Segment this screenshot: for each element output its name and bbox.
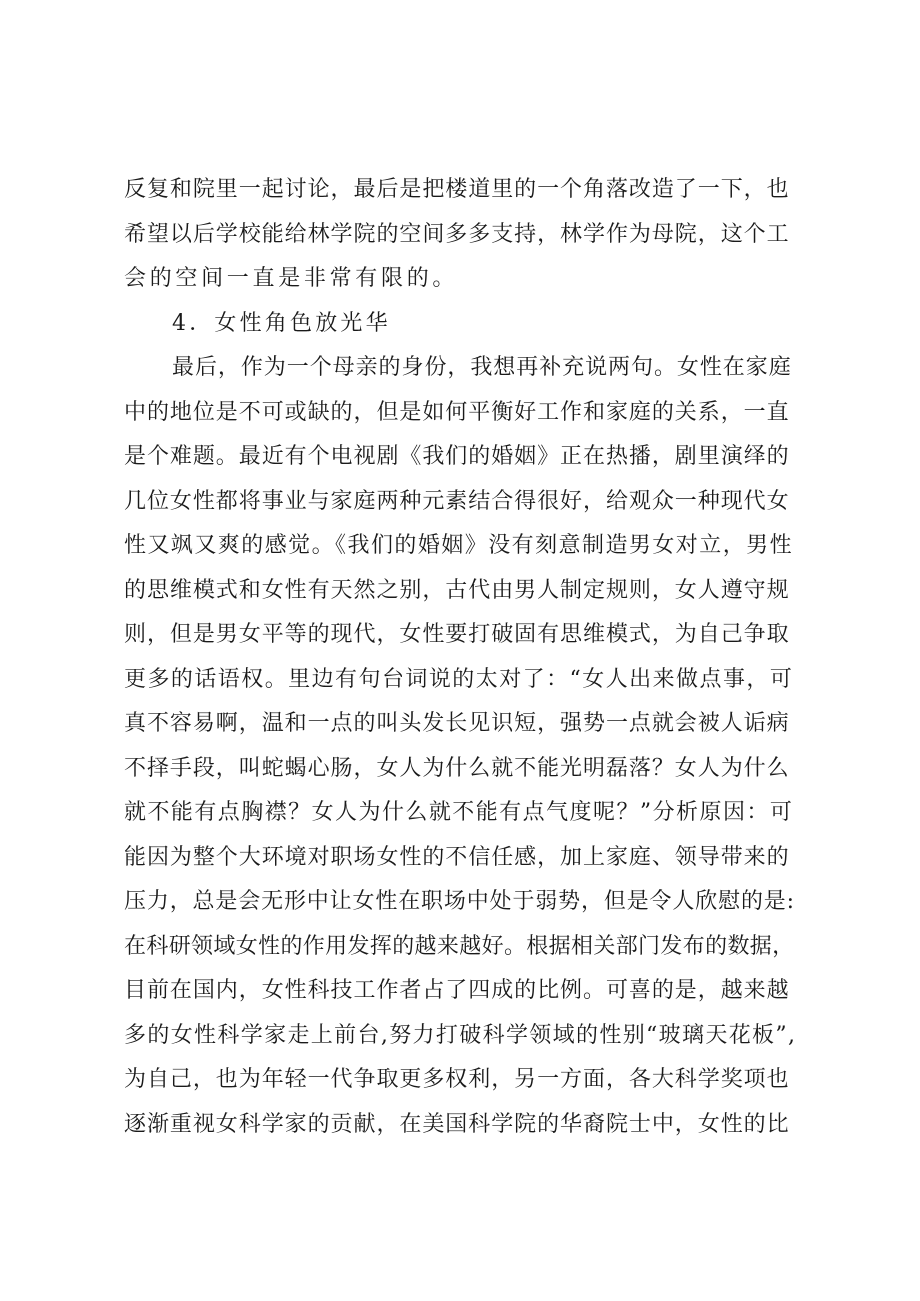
text-line: 是个难题。最近有个电视剧《我们的婚姻》正在热播，剧里演绎的 (124, 444, 790, 469)
text-line: 几位女性都将事业与家庭两种元素结合得很好，给观众一种现代女 (124, 488, 790, 514)
text-line: 真不容易啊，温和一点的叫头发长见识短，强势一点就会被人诟病 (124, 711, 790, 736)
text-line: 多的女性科学家走上前台,努力打破科学领域的性别“玻璃天花板”, (124, 1022, 797, 1048)
text-line: 中的地位是不可或缺的，但是如何平衡好工作和家庭的关系，一直 (124, 399, 790, 425)
text-line: 反复和院里一起讨论，最后是把楼道里的一个角落改造了一下，也 (124, 177, 790, 202)
text-line: 目前在国内，女性科技工作者占了四成的比例。可喜的是，越来越 (124, 978, 790, 1003)
text-line: 性又飒又爽的感觉。《我们的婚姻》没有刻意制造男女对立，男性 (124, 533, 794, 558)
text-line: 就不能有点胸襟？女人为什么就不能有点气度呢？”分析原因：可 (124, 800, 794, 825)
text-line: 则，但是男女平等的现代，女性要打破固有思维模式，为自己争取 (124, 622, 790, 647)
section-heading: 4．女性角色放光华 (172, 310, 391, 336)
text-line: 会的空间一直是非常有限的。 (124, 266, 459, 291)
text-line: 更多的话语权。里边有句台词说的太对了：“女人出来做点事，可 (124, 666, 794, 692)
text-line: 为自己，也为年轻一代争取更多权利，另一方面，各大科学奖项也 (124, 1067, 790, 1092)
text-line: 不择手段，叫蛇蝎心肠，女人为什么就不能光明磊落？女人为什么 (124, 755, 790, 781)
document-body (124, 168, 796, 1147)
text-line: 压力，总是会无形中让女性在职场中处于弱势，但是令人欣慰的是: (124, 889, 795, 914)
text-line: 在科研领域女性的作用发挥的越来越好。根据相关部门发布的数据， (124, 933, 795, 959)
text-line: 能因为整个大环境对职场女性的不信任感，加上家庭、领导带来的 (124, 844, 790, 870)
text-line: 的思维模式和女性有天然之别，古代由男人制定规则，女人遵守规 (124, 577, 790, 603)
text-line: 希望以后学校能给林学院的空间多多支持，林学作为母院，这个工 (124, 221, 790, 247)
text-line: 逐渐重视女科学家的贡献，在美国科学院的华裔院士中，女性的比 (124, 1111, 790, 1137)
text-line: 最后，作为一个母亲的身份，我想再补充说两句。女性在家庭 (172, 355, 792, 380)
